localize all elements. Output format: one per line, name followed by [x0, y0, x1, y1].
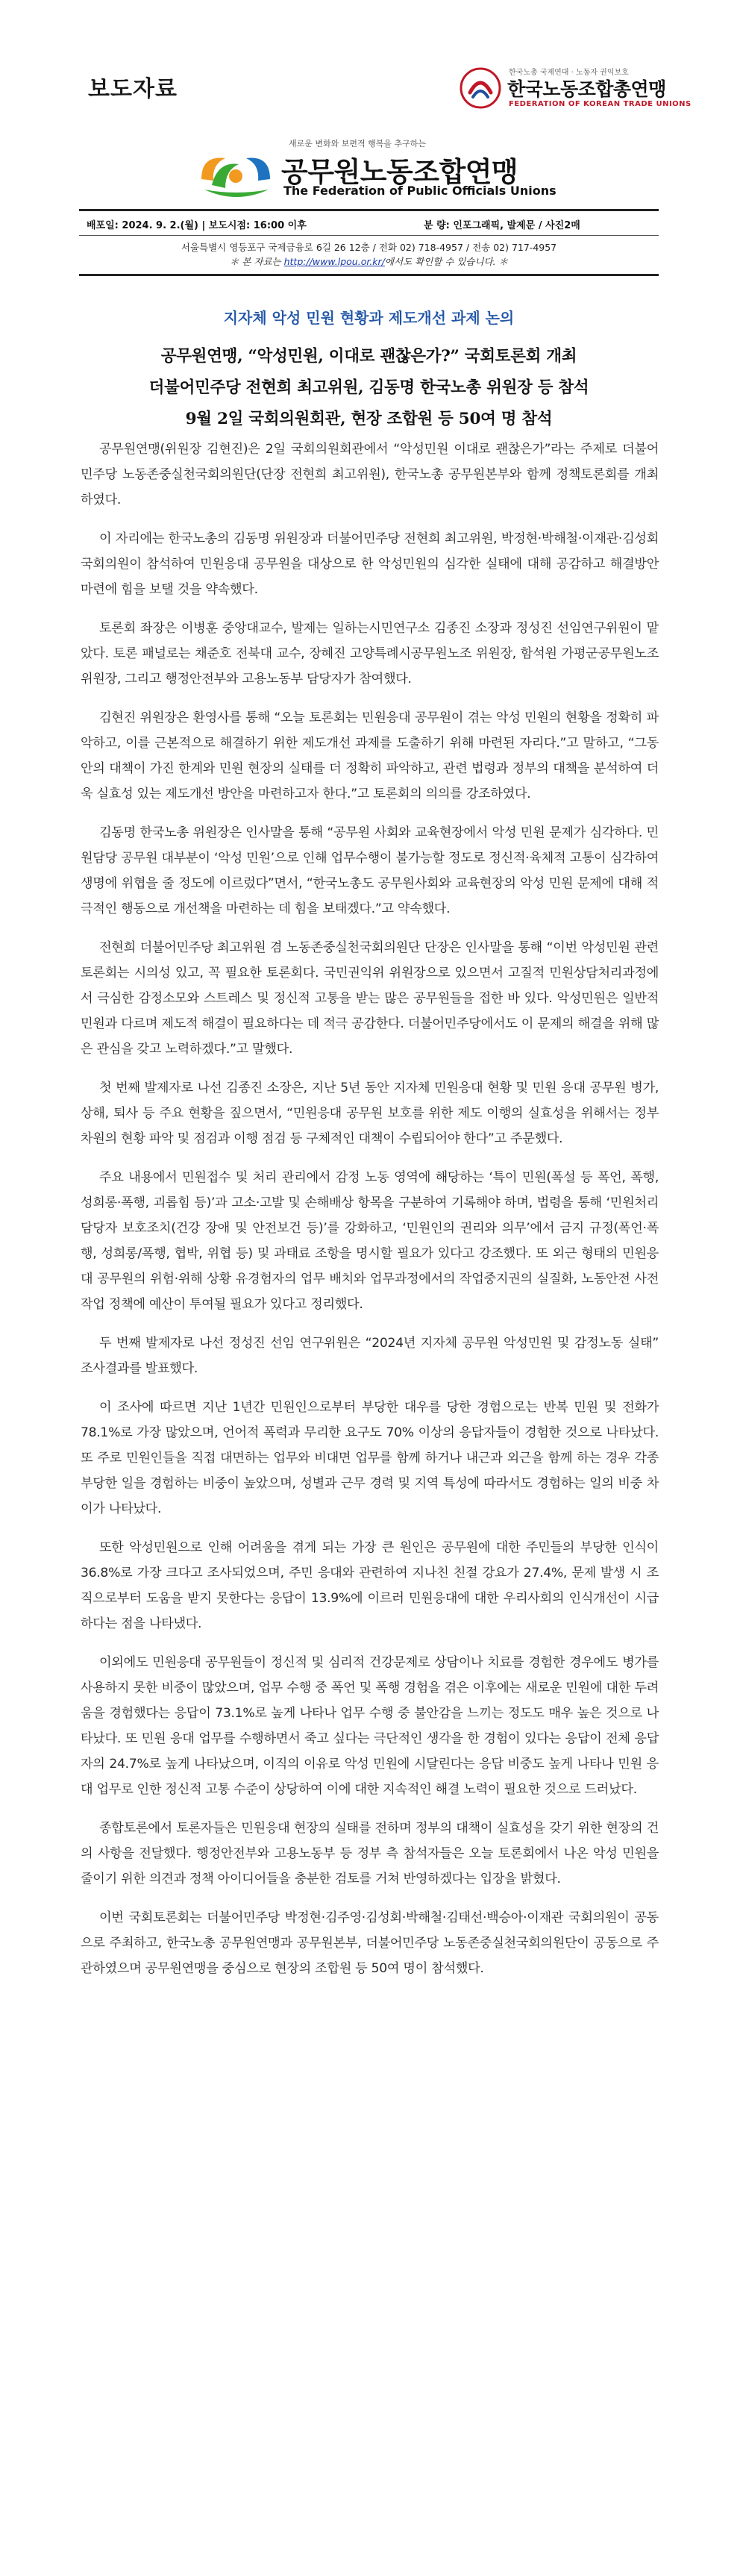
notice-prefix: ＊ 본 자료는 — [229, 256, 284, 267]
body-paragraph: 공무원연맹(위원장 김현진)은 2일 국회의원회관에서 “악성민원 이대로 괜찮은가”라는 주제로 더불어민주당 노동존중실천국회의원단(단장 전현희 최고위원), 한국노총 공무원본부와 함께 정책토론회를 개최하였다. — [81, 442, 659, 507]
headline-2: 더불어민주당 전현희 최고위원, 김동명 한국노총 위원장 등 참석 — [148, 378, 589, 397]
fktu-emblem-icon — [460, 67, 501, 109]
contact-info — [79, 235, 659, 274]
office-address: 서울특별시 영등포구 국제금융로 6길 26 12층 / 전화 02) 718-4957 / 전송 02) 717-4957 — [181, 242, 557, 253]
federation-name: 한국노동조합총연맹 — [507, 78, 666, 100]
union-slogan: 새로운 변화와 보편적 행복을 추구하는 — [289, 139, 427, 149]
headline-3: 9월 2일 국회의원회관, 현장 조합원 등 50여 명 참석 — [185, 410, 553, 428]
press-release-label: 보도자료 — [88, 76, 178, 102]
body-paragraph: 전현희 더불어민주당 최고위원 겸 노동존중실천국회의원단 단장은 인사말을 통해 “이번 악성민원 관련 토론회는 시의성 있고, 꼭 필요한 토론회다. 국민권익위 위원장으로 있으면서 고질적 민원상담처리과정에서 극심한 감정소모와 스트레스 및 정신적 고통을 받는 많은 공무원들을 접한 바 있다. 악성민원은 일반적 민원과 다르며 제도적 해결이 필요하다는 데 적극 공감한다. 더불어민주당에서도 이 문제의 해결을 위해 많은 관심을 갖고 노력하겠다.”고 말했다. — [81, 940, 659, 1057]
release-date: 배포일: 2024. 9. 2.(월) | 보도시점: 16:00 이후 — [87, 220, 307, 231]
federation-logo — [460, 63, 692, 115]
union-logo — [195, 137, 568, 203]
federation-tagline: 한국노총 국제연대 · 노동자 권익보호 — [509, 69, 629, 77]
body-paragraph: 김동명 한국노총 위원장은 인사말을 통해 “공무원 사회와 교육현장에서 악성 민원 문제가 심각하다. 민원담당 공무원 대부분이 ‘악성 민원’으로 인해 업무수행이 불가능할 정도로 정신적·육체적 고통이 심각하여 생명에 위협을 줄 정도에 이르렀다”면서, “한국노총도 공무원사회와 교육현장의 악성 민원 문제에 대해 적극적인 행동으로 개선책을 마련하는 데 힘을 보태겠다.”고 약속했다. — [81, 825, 659, 916]
body-paragraph: 두 번째 발제자로 나선 정성진 선임 연구위원은 “2024년 지자체 공무원 악성민원 및 감정노동 실태” 조사결과를 발표했다. — [81, 1336, 659, 1376]
federation-name-english: FEDERATION OF KOREAN TRADE UNIONS — [509, 100, 692, 108]
body-paragraph: 종합토론에서 토론자들은 민원응대 현장의 실태를 전하며 정부의 대책이 실효성을 갖기 위한 현장의 건의 사항을 전달했다. 행정안전부와 고용노동부 등 정부 측 참석자들은 오늘 토론회에서 나온 악성 민원을 줄이기 위한 의견과 정책 아이디어들을 충분한 검토를 거쳐 반영하겠다는 입장을 밝혔다. — [81, 1821, 659, 1886]
website-notice — [79, 254, 659, 269]
headline-block — [79, 306, 659, 435]
body-paragraph: 주요 내용에서 민원접수 및 처리 관리에서 감정 노동 영역에 해당하는 ‘특이 민원(폭설 등 폭언, 폭행, 성희롱·폭행, 괴롭힘 등)’과 고소·고발 및 손해배상 항목을 구분하여 기록해야 하며, 법령을 통해 ‘민원처리 담당자 보호조치(건강 장애 및 안전보건 등)’를 강화하고, ‘민원인의 권리와 의무’에서 금지 규정(폭언·폭행, 성희롱/폭행, 협박, 위협 등) 및 과태료 조항을 명시할 필요가 있다고 강조했다. 또 외근 형태의 민원응대 공무원의 위험·위해 상황 유경험자의 업무 배치와 업무과정에서의 작업중지권의 실질화, 노동안전 사전 작업 정책에 예산이 투여될 필요가 있다고 정리했다. — [81, 1170, 659, 1312]
body-paragraph: 첫 번째 발제자로 나선 김종진 소장은, 지난 5년 동안 지자체 민원응대 현황 및 민원 응대 공무원 병가, 상해, 퇴사 등 주요 현황을 짚으면서, “민원응대 공무원 보호를 위한 제도 이행의 실효성을 위해서는 정부 차원의 현황 파악 및 점검과 이행 점검 등 구체적인 대책이 수립되어야 한다”고 주문했다. — [81, 1081, 659, 1146]
release-volume: 분 량: 인포그래픽, 발제문 / 사진2매 — [424, 220, 580, 231]
headline-1: 공무원연맹, “악성민원, 이대로 괜찮은가?” 국회토론회 개최 — [160, 347, 577, 366]
union-name-english: The Federation of Public Officials Unions — [283, 184, 556, 198]
body-paragraph: 이외에도 민원응대 공무원들이 정신적 및 심리적 건강문제로 상담이나 치료를 경험한 경우에도 병가를 사용하지 못한 비중이 많았으며, 업무 수행 중 폭언 및 폭행 경험을 겪은 이후에는 새로운 민원에 대한 두려움을 경험했다는 응답이 73.1%로 높게 나타나 업무 수행 중 불안감을 느끼는 정도도 매우 높은 것으로 나타났다. 또 민원 응대 업무를 수행하면서 죽고 싶다는 극단적인 생각을 한 경험이 있다는 응답이 전체 응답자의 24.7%로 높게 나타났으며, 이직의 이유로 악성 민원에 시달린다는 응답 비중도 높게 나타나 민원 응대 업무로 인한 정신적 고통 수준이 상당하여 이에 대한 지속적인 해결 노력이 필요한 것으로 드러났다. — [81, 1655, 659, 1797]
body-paragraph: 또한 악성민원으로 인해 어려움을 겪게 되는 가장 큰 원인은 공무원에 대한 주민들의 부당한 인식이 36.8%로 가장 크다고 조사되었으며, 주민 응대와 관련하여 지나친 친절 강요가 27.4%, 문제 발생 시 조직으로부터 도움을 받지 못한다는 응답이 13.9%에 이르러 민원응대에 대한 우리사회의 인식개선이 시급하다는 점을 나타냈다. — [81, 1540, 659, 1631]
release-meta-box — [79, 209, 659, 276]
notice-suffix: 에서도 확인할 수 있습니다. ＊ — [384, 256, 509, 267]
body-paragraph: 김현진 위원장은 환영사를 통해 “오늘 토론회는 민원응대 공무원이 겪는 악성 민원의 현황을 정확히 파악하고, 이를 근본적으로 해결하기 위한 제도개선 과제를 도출하기 위해 마련된 자리다.”고 말하고, “그동안의 대책이 가진 한계와 민원 현장의 실태를 더 정확히 파악하고, 관련 법령과 정부의 대책을 분석하여 더욱 실효성 있는 제도개선 방안을 마련하고자 한다.”고 토론회의 의의를 강조하였다. — [81, 710, 659, 801]
release-meta-row — [79, 211, 659, 235]
union-emblem-icon — [195, 146, 278, 201]
body-paragraph: 이번 국회토론회는 더불어민주당 박정현·김주영·김성회·박해철·김태선·백승아·이재관 국회의원이 공동으로 주최하고, 한국노총 공무원연맹과 공무원본부, 더불어민주당 노동존중실천국회의원단이 공동으로 주관하였으며 공무원연맹을 중심으로 현장의 조합원 등 50여 명이 참석했다. — [81, 1910, 659, 1976]
union-name: 공무원노동조합연맹 — [281, 156, 518, 188]
body-paragraph: 이 조사에 따르면 지난 1년간 민원인으로부터 부당한 대우를 당한 경험으로는 반복 민원 및 전화가 78.1%로 가장 많았으며, 언어적 폭력과 무리한 요구도 70% 이상의 응답자들이 경험한 것으로 나타났다. 또 주로 민원인들을 직접 대면하는 업무와 비대면 업무를 함께 하거나 내근과 외근을 함께 하는 경우 각종 부당한 일을 경험하는 비중이 높았으며, 성별과 근무 경력 및 지역 특성에 따라서도 경험하는 일의 비중 차이가 나타났다. — [81, 1400, 659, 1516]
article-body — [81, 437, 659, 1995]
kicker-title: 지자체 악성 민원 현황과 제도개선 과제 논의 — [223, 309, 515, 327]
website-link[interactable]: http://www.lpou.or.kr/ — [283, 256, 385, 267]
body-paragraph: 이 자리에는 한국노총의 김동명 위원장과 더불어민주당 전현희 최고위원, 박정현·박해철·이재관·김성회 국회의원이 참석하여 민원응대 공무원을 대상으로 한 악성민원의 심각한 실태에 대해 공감하고 해결방안 마련에 힘을 보탤 것을 약속했다. — [81, 531, 659, 597]
body-paragraph: 토론회 좌장은 이병훈 중앙대교수, 발제는 일하는시민연구소 김종진 소장과 정성진 선임연구위원이 맡았다. 토론 패널로는 채준호 전북대 교수, 장혜진 고양특례시공무원노조 위원장, 함석원 가평군공무원노조위원장, 그리고 행정안전부와 고용노동부 담당자가 참여했다. — [81, 621, 659, 687]
